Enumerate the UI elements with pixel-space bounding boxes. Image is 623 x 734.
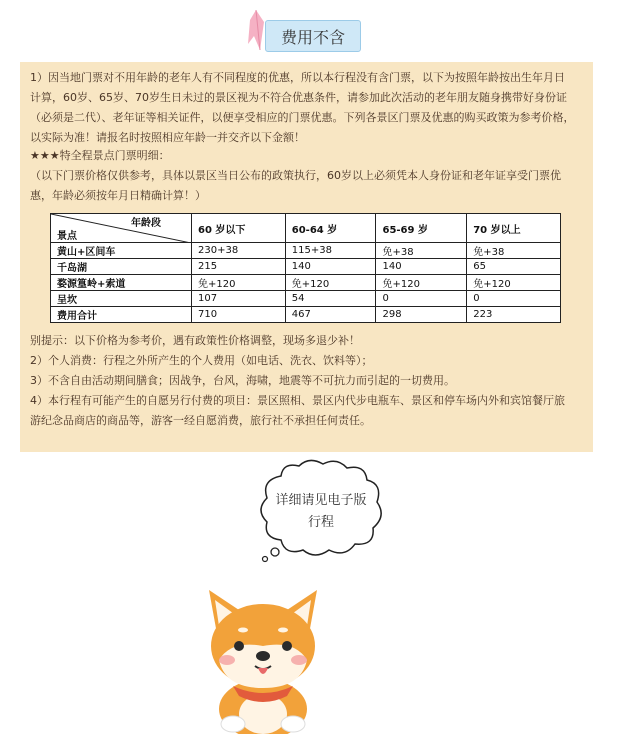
bubble-text [262,490,380,534]
note-paragraph-7: 4）本行程有可能产生的自愿另行付费的项目：景区照相、景区内代步电瓶车、景区和停车场内外和宾馆餐厅旅游纪念品商店的商品等，游客一经自愿消费，旅行社不承担任何责任。 [30,394,565,427]
row-label: 呈坎 [51,291,192,307]
table-cell: 免+120 [467,275,561,291]
column-header: 70 岁以上 [467,214,561,243]
table-cell: 0 [376,291,467,307]
table-cell: 免+38 [467,243,561,259]
table-row [51,243,561,259]
note-paragraph-6: 3）不含自由活动期间膳食；因战争，台风，海啸，地震等不可抗力而引起的一切费用。 [30,374,455,387]
table-corner-cell [51,214,192,243]
note-paragraph-4: 别提示：以下价格为参考价，遇有政策性价格调整，现场多退少补！ [30,334,360,347]
row-label: 婺源篁岭+索道 [51,275,192,291]
ticket-price-table [50,213,561,323]
table-cell: 免+120 [376,275,467,291]
table-cell: 467 [285,307,376,323]
table-cell: 115+38 [285,243,376,259]
table-header-row [51,214,561,243]
note-paragraph-1: 1）因当地门票对不用年龄的老年人有不同程度的优惠，所以本行程没有含门票，以下为按照年龄按出生年月日计算，60岁、65岁、70岁生日未过的景区视为不符合优惠条件，请参加此次活动的老年朋友随身携带好身份证（必须是二代）、老年证等相关证件，以便享受相应的门票优惠。下列各景区门票及优惠的购买政策为参考价格，以实际为准！请报名时按照相应年龄一并交齐以下金额！ [30,71,575,144]
column-header: 65-69 岁 [376,214,467,243]
table-cell: 230+38 [192,243,286,259]
table-cell: 免+38 [376,243,467,259]
row-label: 千岛湖 [51,259,192,275]
section-title-text: 费用不含 [280,27,345,47]
table-cell: 65 [467,259,561,275]
bubble-line-2: 行程 [307,515,334,530]
table-cell: 223 [467,307,561,323]
table-cell: 免+120 [192,275,286,291]
table-cell: 298 [376,307,467,323]
bubble-line-1: 详细请见电子版 [275,493,367,508]
table-cell: 免+120 [285,275,376,291]
table-row [51,307,561,323]
note-paragraph-3: （以下门票价格仅供参考，具体以景区当日公布的政策执行，60岁以上必须凭本人身份证和老年证享受门票优惠，年龄必须按年月日精确计算！） [30,169,561,202]
column-header: 60 岁以下 [192,214,286,243]
shiba-dog-icon [203,584,323,734]
table-cell: 710 [192,307,286,323]
table-row [51,275,561,291]
table-row [51,259,561,275]
note-paragraph-5: 2）个人消费：行程之外所产生的个人费用（如电话、洗衣、饮料等）； [30,354,373,367]
table-cell: 107 [192,291,286,307]
table-cell: 140 [285,259,376,275]
table-cell: 215 [192,259,286,275]
corner-spot-label: 景点 [57,231,77,242]
table-cell: 0 [467,291,561,307]
row-label: 黄山+区间车 [51,243,192,259]
table-cell: 140 [376,259,467,275]
note-paragraph-2: ★★★特全程景点门票明细： [30,149,170,162]
section-title [265,20,361,52]
table-cell: 54 [285,291,376,307]
column-header: 60-64 岁 [285,214,376,243]
corner-age-label: 年龄段 [131,218,161,229]
row-label: 费用合计 [51,307,192,323]
ribbon-icon [246,10,266,52]
table-row [51,291,561,307]
